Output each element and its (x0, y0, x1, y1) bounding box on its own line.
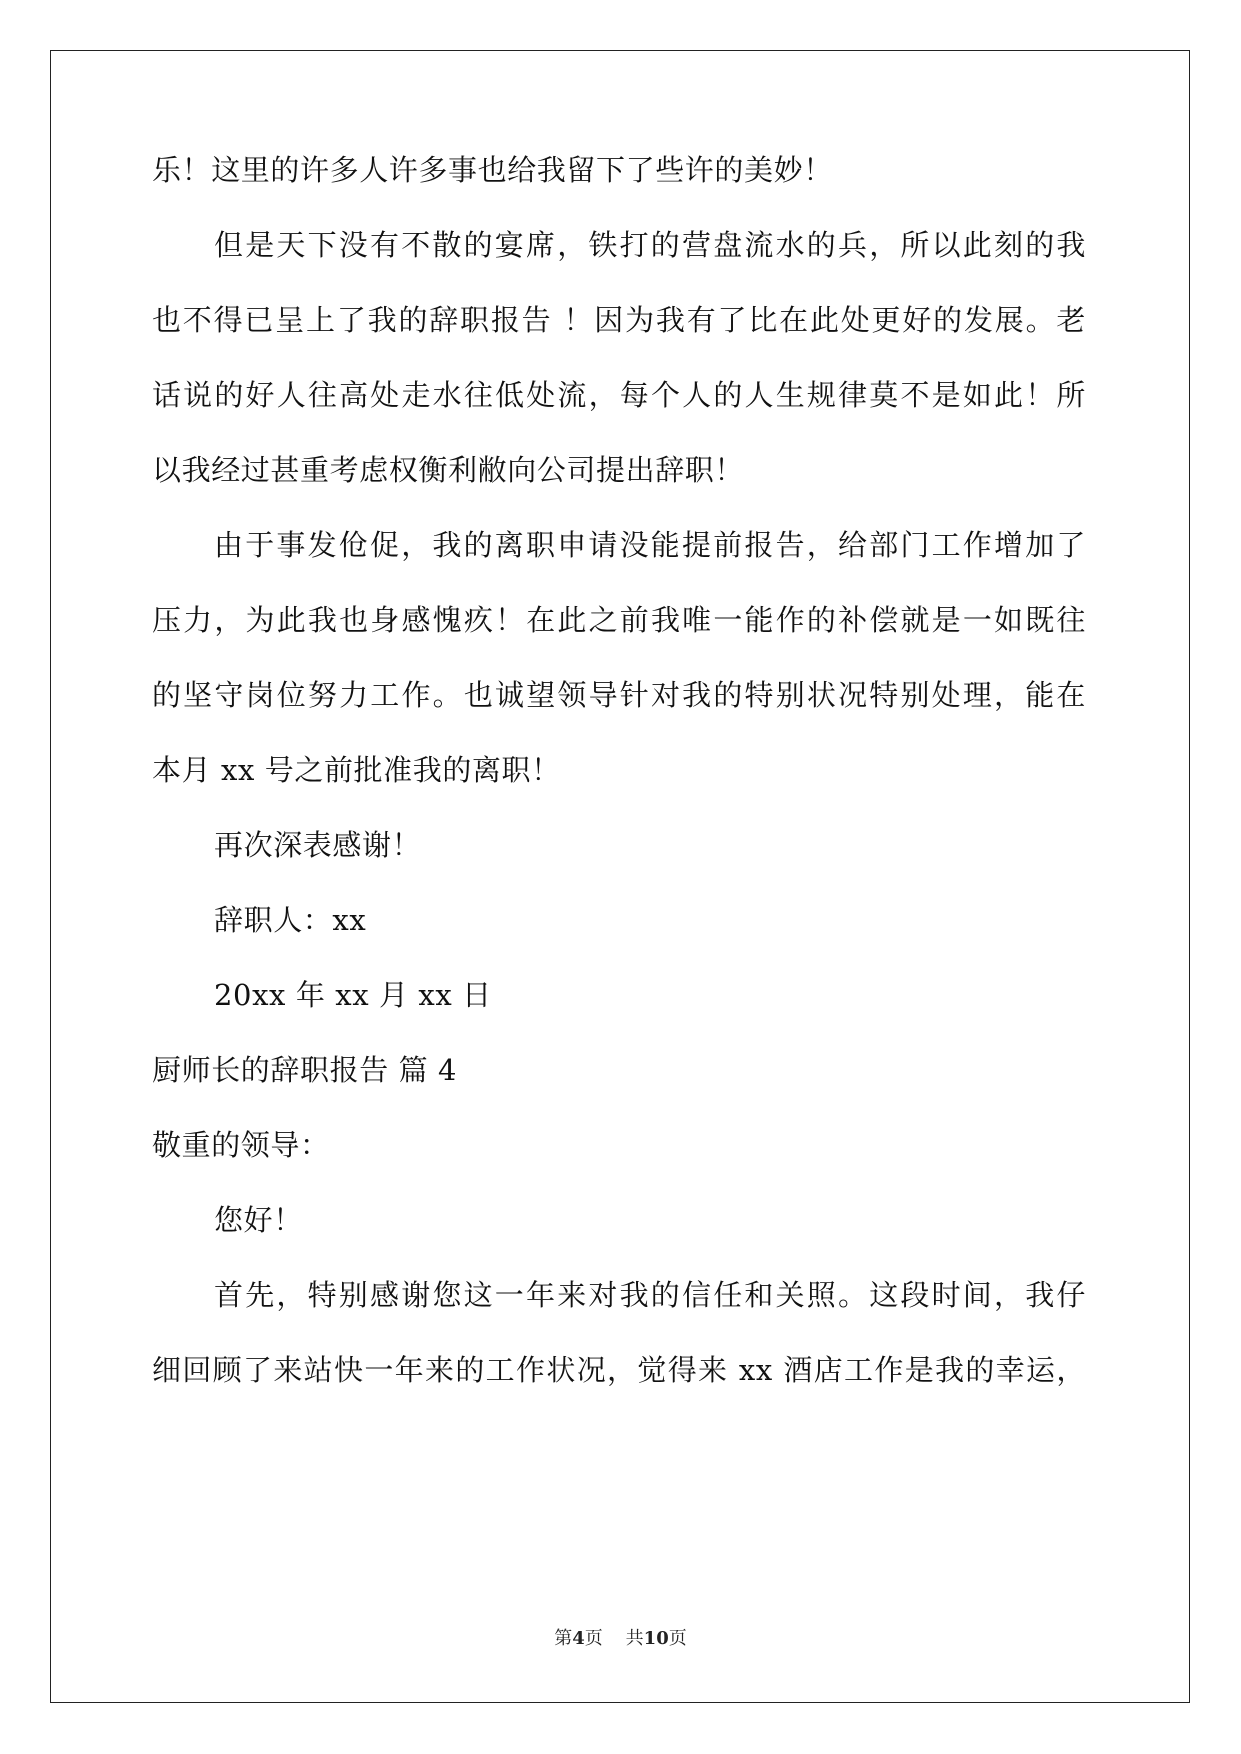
greeting-line: 您好！ (214, 1203, 303, 1237)
text-line-16: 首先，特别感谢您这一年来对我的信任和关照。这段时间，我仔 (214, 1278, 1086, 1312)
salutation-line: 敬重的领导： (152, 1128, 330, 1162)
text-line-17: 细回顾了来站快一年来的工作状况，觉得来 xx 酒店工作是我的幸运， (152, 1353, 1086, 1387)
text-line-4: 话说的好人往高处走水往低处流，每个人的人生规律莫不是如此！所 (152, 378, 1086, 412)
footer-prefix: 第 (554, 1628, 573, 1649)
page-footer (0, 1628, 1241, 1650)
footer-page-suffix: 页 (584, 1628, 603, 1649)
resigner-line: 辞职人：xx (214, 903, 367, 937)
footer-total-pages: 10 (643, 1628, 669, 1649)
footer-total-suffix: 页 (668, 1628, 687, 1649)
text-line-9: 本月 xx 号之前批准我的离职！ (152, 753, 561, 787)
text-line-6: 由于事发伧促，我的离职申请没能提前报告，给部门工作增加了 (214, 528, 1086, 562)
text-line-5: 以我经过甚重考虑权衡利敝向公司提出辞职！ (152, 453, 745, 487)
text-line-7: 压力，为此我也身感愧疚！在此之前我唯一能作的补偿就是一如既往 (152, 603, 1086, 637)
text-line-2: 但是天下没有不散的宴席，铁打的营盘流水的兵，所以此刻的我 (214, 228, 1086, 262)
text-line-3: 也不得已呈上了我的辞职报告 ！因为我有了比在此处更好的发展。老 (152, 303, 1086, 337)
text-line-8: 的坚守岗位努力工作。也诚望领导针对我的特别状况特别处理，能在 (152, 678, 1086, 712)
footer-page-number: 4 (572, 1628, 585, 1649)
footer-total-prefix: 共 (625, 1628, 644, 1649)
section-heading: 厨师长的辞职报告 篇 4 (152, 1053, 458, 1087)
date-line: 20xx 年 xx 月 xx 日 (214, 978, 492, 1012)
text-line-1: 乐！这里的许多人许多事也给我留下了些许的美妙！ (152, 153, 833, 187)
text-line-10: 再次深表感谢！ (214, 828, 422, 862)
page-frame (50, 50, 1190, 1703)
